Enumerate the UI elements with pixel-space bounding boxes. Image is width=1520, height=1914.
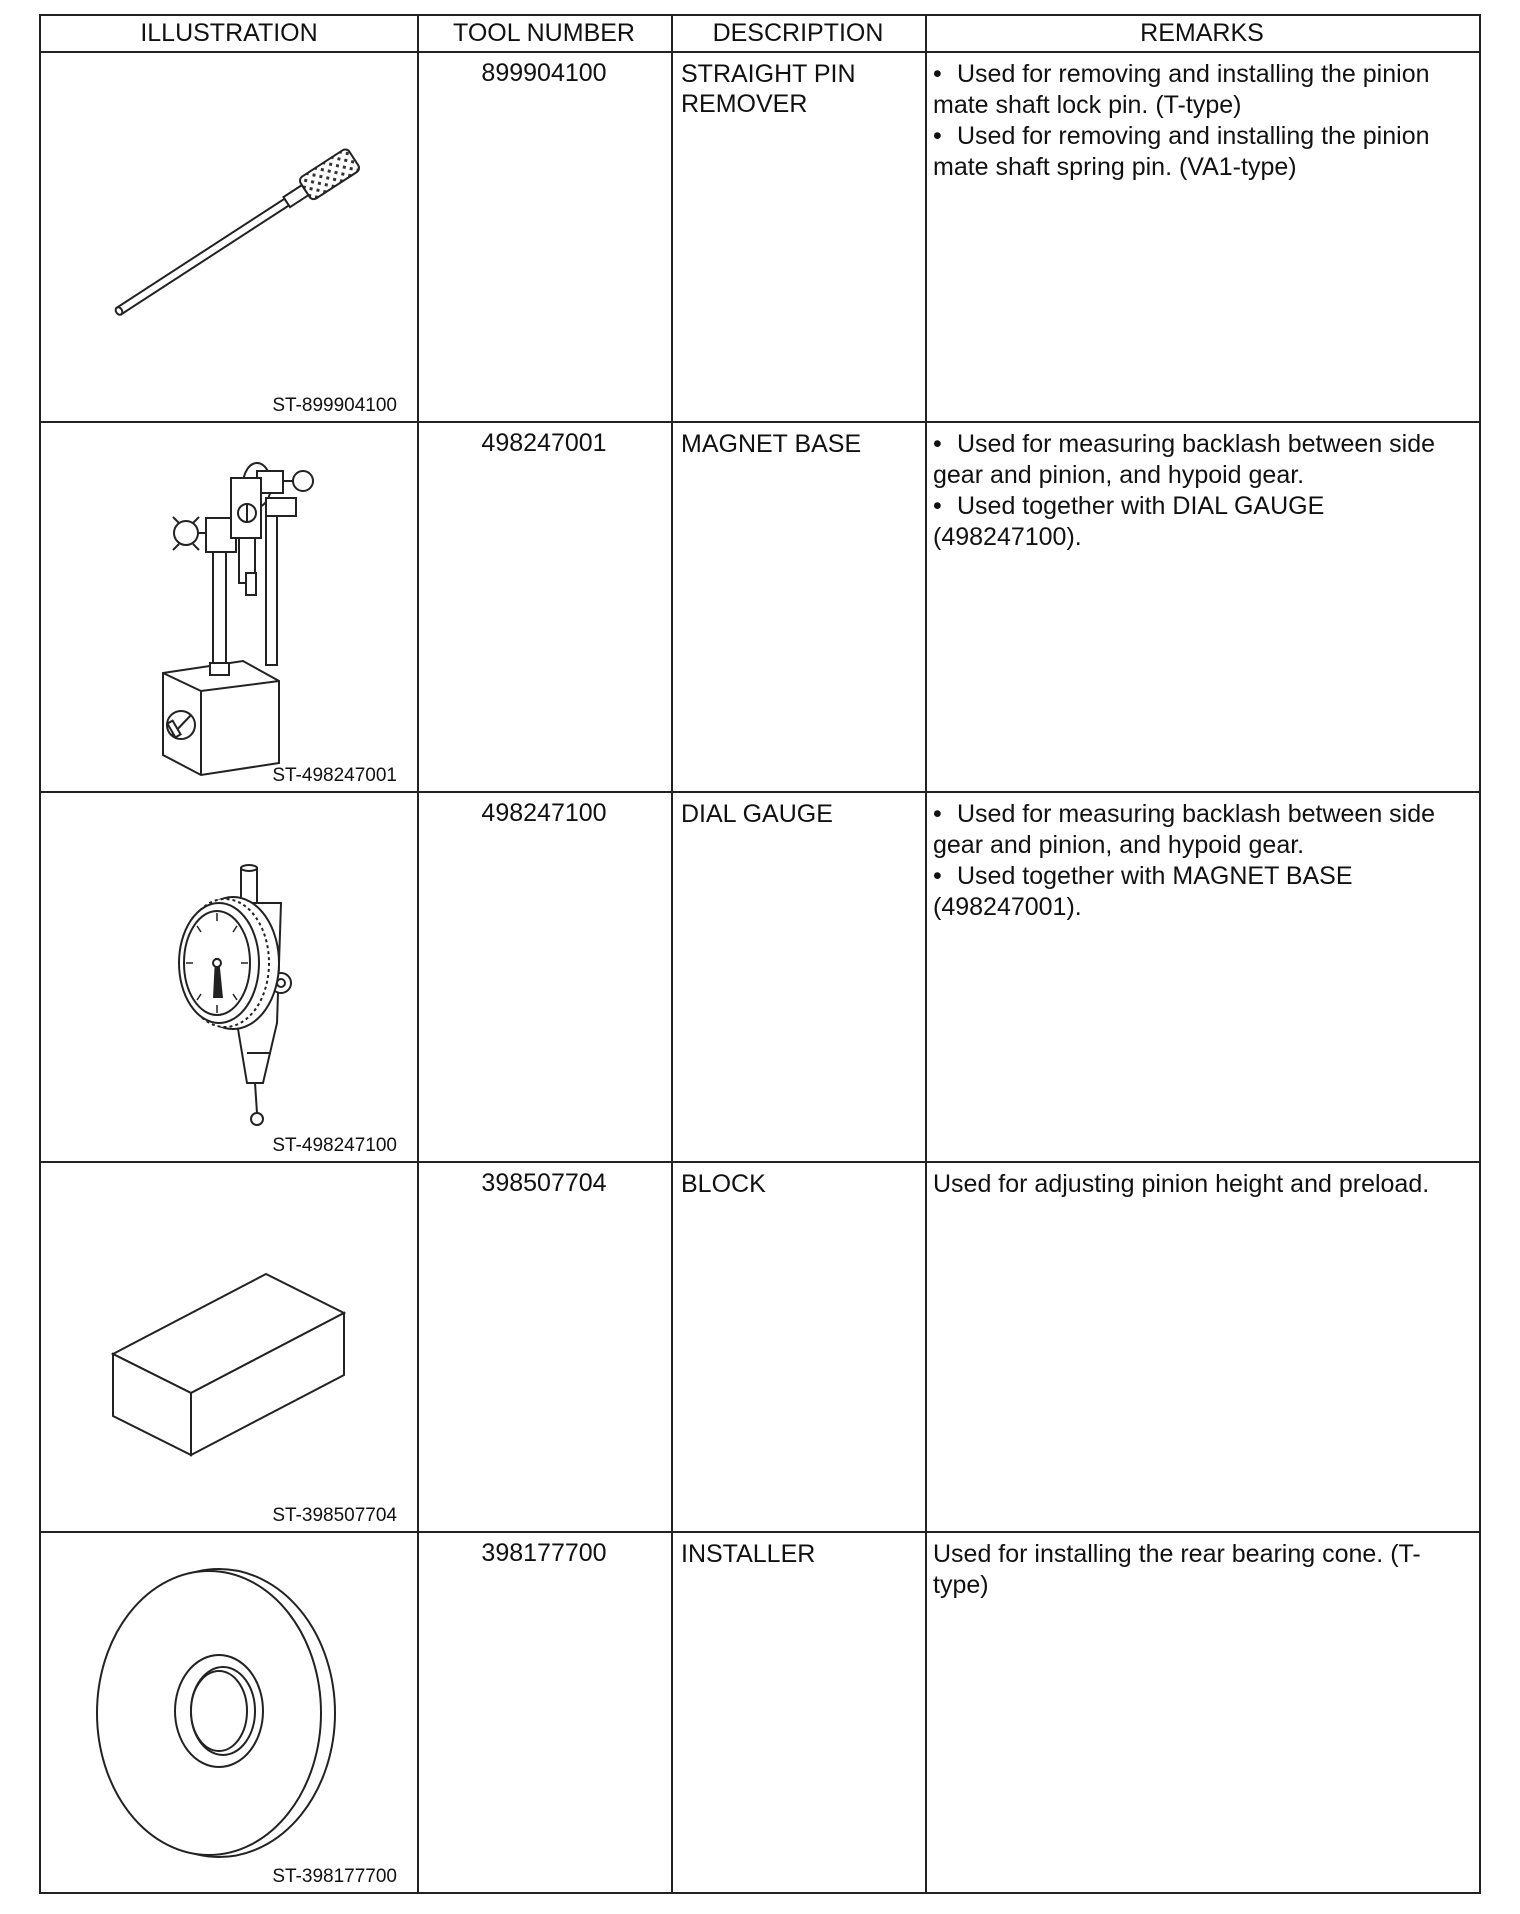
remark-line: gear and pinion, and hypoid gear. [933,461,1305,489]
tool-description [681,1169,921,1199]
tool-number: 398507704 [481,1169,607,1197]
remark-line: gear and pinion, and hypoid gear. [933,831,1305,859]
table-row [41,793,1479,1163]
header-description: DESCRIPTION [712,19,884,47]
magnet-base-illustration [41,423,417,793]
tool-number: 498247001 [481,429,607,457]
remark-line: Used together with DIAL GAUGE [957,492,1325,520]
illustration-cell [41,1533,417,1892]
description-line: STRAIGHT PIN [681,60,856,88]
remark-line: Used for removing and installing the pinion [957,122,1430,150]
bullet: • [933,800,942,828]
dial-gauge-illustration [41,793,417,1163]
table-row [41,1533,1479,1892]
description-line: MAGNET BASE [681,430,862,458]
tool-number: 498247100 [481,799,607,827]
illustration-cell [41,423,417,791]
header-tool-number: TOOL NUMBER [453,19,635,47]
remark-item [933,59,1473,121]
bullet: • [933,862,942,890]
header-illustration: ILLUSTRATION [140,19,318,47]
remark-line: mate shaft lock pin. (T-type) [933,91,1242,119]
description-line: REMOVER [681,90,808,118]
illustration-cell [41,1163,417,1531]
description-line: BLOCK [681,1170,766,1198]
remark-item [933,1169,1473,1200]
tool-number: 398177700 [481,1539,607,1567]
illustration-caption: ST-398507704 [272,1505,397,1526]
special-tools-table [39,14,1481,1894]
remark-item [933,1539,1473,1601]
illustration-caption: ST-498247001 [272,765,397,786]
header-remarks: REMARKS [1140,19,1264,47]
tool-remarks [933,429,1473,553]
remark-line: Used for measuring backlash between side [957,800,1436,828]
remark-item [933,491,1473,553]
bullet: • [933,122,942,150]
remark-item [933,861,1473,923]
remark-line: Used for adjusting pinion height and preload. [933,1170,1430,1198]
remark-line: (498247001). [933,893,1082,921]
description-line: DIAL GAUGE [681,800,833,828]
table-row [41,423,1479,793]
remark-line: mate shaft spring pin. (VA1-type) [933,153,1297,181]
tool-remarks [933,1539,1473,1601]
tool-description [681,1539,921,1569]
tool-description [681,429,921,459]
bullet: • [933,430,942,458]
table-row [41,1163,1479,1533]
block-illustration [41,1163,417,1533]
remark-item [933,121,1473,183]
remark-line: Used for removing and installing the pinion [957,60,1430,88]
table-header [41,16,1479,53]
tool-description [681,59,921,119]
remark-item [933,799,1473,861]
installer-illustration [41,1533,417,1892]
remark-item [933,429,1473,491]
illustration-caption: ST-899904100 [272,395,397,416]
illustration-caption: ST-398177700 [272,1866,397,1887]
bullet: • [933,60,942,88]
tool-description [681,799,921,829]
tool-remarks [933,1169,1473,1200]
remark-line: Used together with MAGNET BASE [957,862,1353,890]
illustration-cell [41,53,417,421]
straight-pin-remover-illustration [41,53,417,423]
illustration-cell [41,793,417,1161]
remark-line: Used for installing the rear bearing cone. (T-type) [933,1540,1421,1599]
remark-line: Used for measuring backlash between side [957,430,1436,458]
tool-remarks [933,59,1473,183]
remark-line: (498247100). [933,523,1082,551]
tool-remarks [933,799,1473,923]
tool-number: 899904100 [481,59,607,87]
illustration-caption: ST-498247100 [272,1135,397,1156]
bullet: • [933,492,942,520]
table-row [41,53,1479,423]
description-line: INSTALLER [681,1540,816,1568]
